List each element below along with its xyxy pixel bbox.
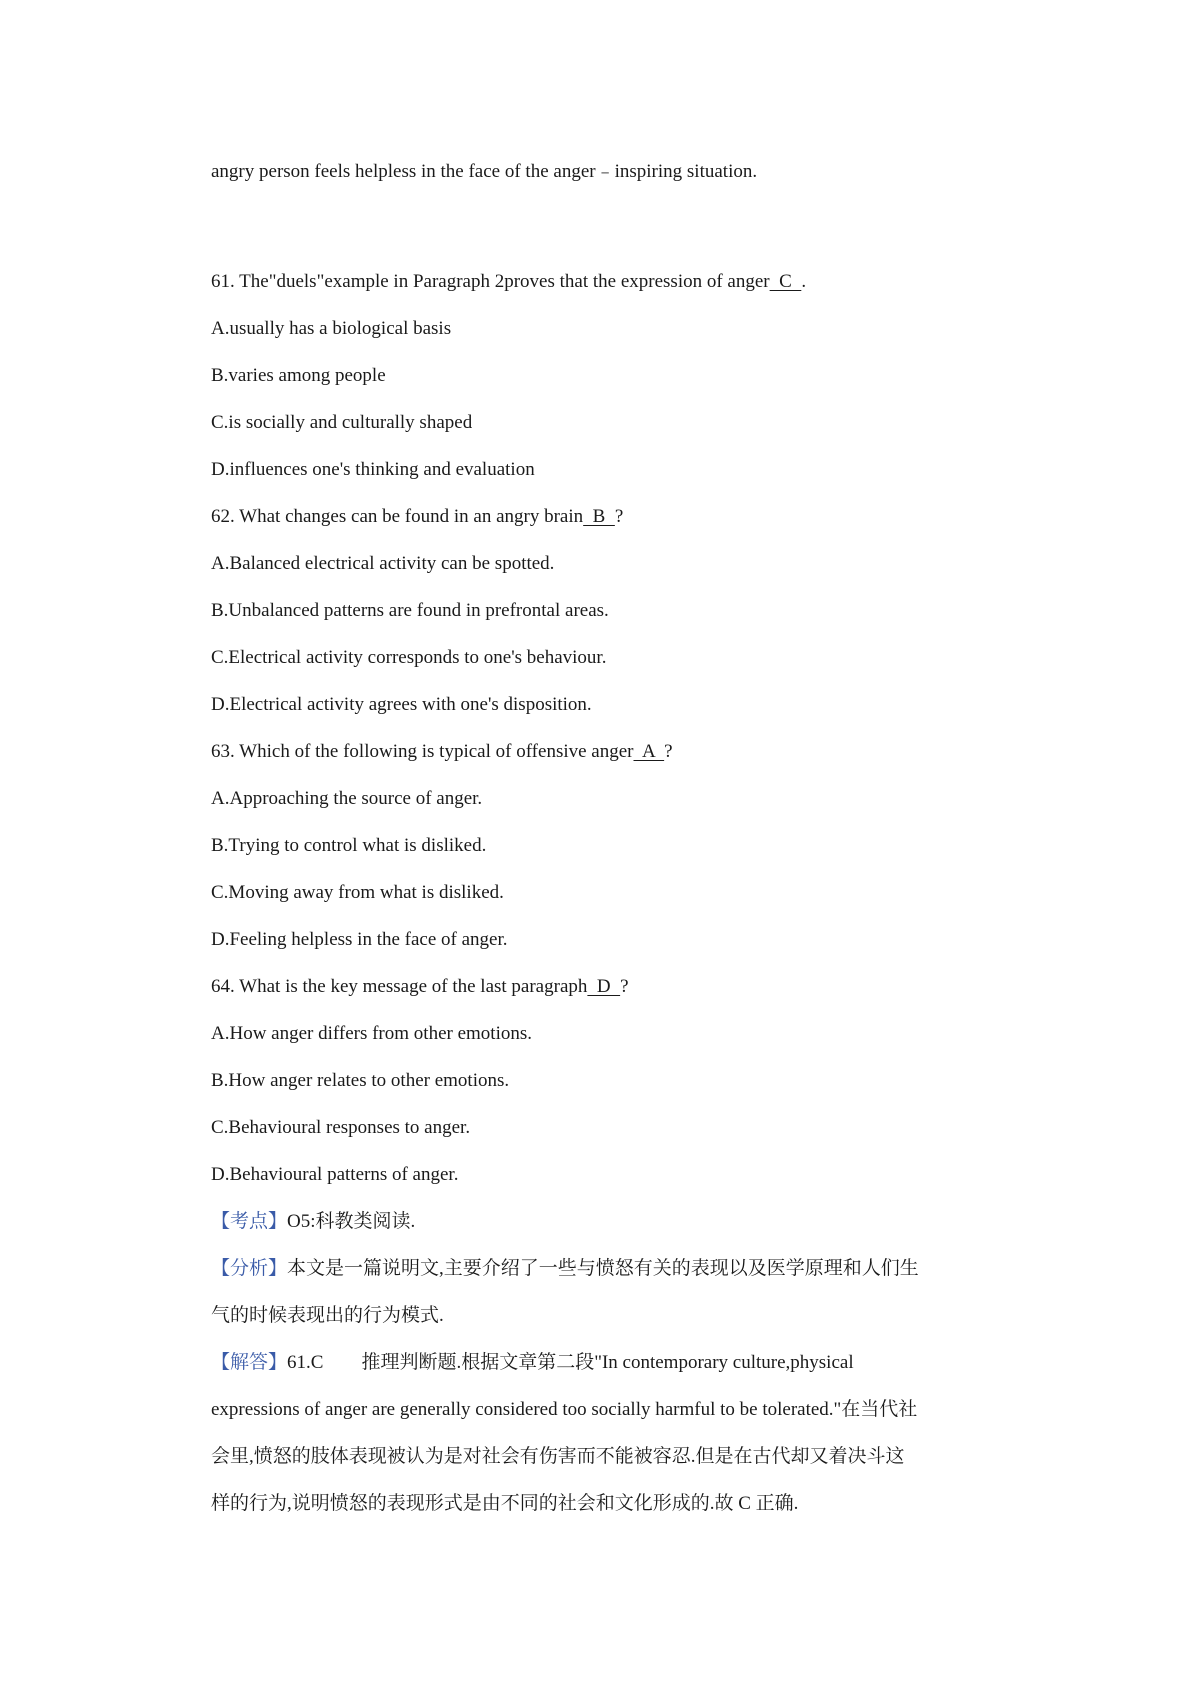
option-63-d: D.Feeling helpless in the face of anger. <box>211 929 508 950</box>
option-64-d: D.Behavioural patterns of anger. <box>211 1164 459 1185</box>
question-number: 64. <box>211 976 235 997</box>
option-62-d: D.Electrical activity agrees with one's disposition. <box>211 694 592 715</box>
jieda-line-3: 会里,愤怒的肢体表现被认为是对社会有伤害而不能被容忍.但是在古代却又着决斗这 <box>211 1446 905 1467</box>
question-stem: What changes can be found in an angry brain <box>239 506 584 527</box>
question-61 <box>211 270 1026 294</box>
fenxi-line-1: 本文是一篇说明文,主要介绍了一些与愤怒有关的表现以及医学原理和人们生 <box>287 1258 919 1279</box>
jieda-line-2: expressions of anger are generally considered too socially harmful to be tolerated."在当代社 <box>211 1399 918 1420</box>
jieda-line-4: 样的行为,说明愤怒的表现形式是由不同的社会和文化形成的.故 C 正确. <box>211 1493 799 1514</box>
answer-blank: D <box>587 976 621 997</box>
question-number: 63. <box>211 741 235 762</box>
option-64-b: B.How anger relates to other emotions. <box>211 1070 510 1091</box>
option-63-c: C.Moving away from what is disliked. <box>211 882 504 903</box>
jieda-tag: 【解答】 <box>211 1352 288 1373</box>
question-end: ? <box>620 976 629 997</box>
option-63-b: B.Trying to control what is disliked. <box>211 835 487 856</box>
answer-blank: C <box>769 271 802 292</box>
question-number: 61. <box>211 271 235 292</box>
kaodian-tag: 【考点】 <box>211 1211 288 1232</box>
question-64 <box>211 975 1026 999</box>
answer-blank: A <box>633 741 665 762</box>
question-stem: The"duels"example in Paragraph 2proves that the expression of anger <box>239 271 770 292</box>
question-end: . <box>801 271 807 292</box>
option-61-a: A.usually has a biological basis <box>211 318 452 339</box>
intro-line: angry person feels helpless in the face of the anger﹣inspiring situation. <box>211 161 758 182</box>
fenxi-section <box>211 1257 1026 1281</box>
question-end: ? <box>664 741 673 762</box>
option-62-b: B.Unbalanced patterns are found in prefrontal areas. <box>211 600 609 621</box>
option-61-d: D.influences one's thinking and evaluation <box>211 459 535 480</box>
question-stem: What is the key message of the last paragraph <box>239 976 588 997</box>
jieda-section <box>211 1351 1026 1375</box>
question-end: ? <box>614 506 624 527</box>
option-64-a: A.How anger differs from other emotions. <box>211 1023 532 1044</box>
question-stem: Which of the following is typical of offensive anger <box>239 741 634 762</box>
kaodian-section <box>211 1210 1026 1234</box>
option-62-c: C.Electrical activity corresponds to one's behaviour. <box>211 647 607 668</box>
option-62-a: A.Balanced electrical activity can be spotted. <box>211 553 555 574</box>
fenxi-line-2: 气的时候表现出的行为模式. <box>211 1305 444 1326</box>
option-64-c: C.Behavioural responses to anger. <box>211 1117 471 1138</box>
option-61-b: B.varies among people <box>211 365 386 386</box>
question-62 <box>211 505 1026 529</box>
answer-blank: B <box>583 506 615 527</box>
option-63-a: A.Approaching the source of anger. <box>211 788 483 809</box>
option-61-c: C.is socially and culturally shaped <box>211 412 473 433</box>
question-63 <box>211 740 1026 764</box>
kaodian-text: O5:科教类阅读. <box>287 1211 416 1232</box>
jieda-line-1: 61.C 推理判断题.根据文章第二段"In contemporary culture,physical <box>287 1352 854 1373</box>
fenxi-tag: 【分析】 <box>211 1258 288 1279</box>
question-number: 62. <box>211 506 235 527</box>
